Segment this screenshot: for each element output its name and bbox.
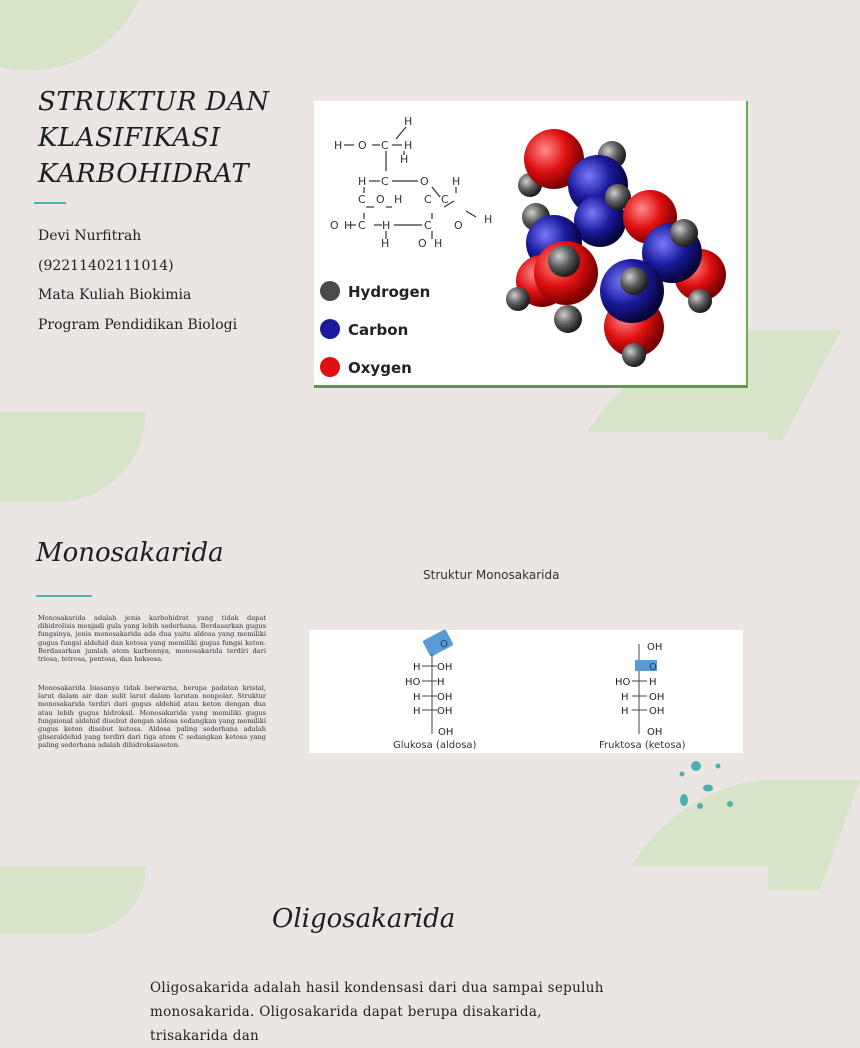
svg-text:C: C [381, 139, 389, 152]
svg-text:C: C [358, 219, 366, 232]
svg-text:OH: OH [437, 662, 453, 673]
svg-text:O: O [420, 175, 429, 188]
study-program: Program Pendidikan Biologi [38, 316, 238, 333]
svg-text:H: H [413, 692, 421, 703]
glucose-label: Glukosa (aldosa) [393, 740, 477, 751]
svg-text:H: H [344, 219, 353, 232]
glucose-molecule-figure [314, 101, 746, 385]
svg-text:C: C [424, 219, 432, 232]
monosakarida-title: Monosakarida [36, 538, 224, 568]
svg-text:H: H [334, 139, 343, 152]
monosaccharide-structures-image [309, 630, 743, 753]
hydrogen-legend-swatch [320, 281, 340, 301]
decor-dots [672, 758, 752, 818]
svg-text:H: H [452, 175, 461, 188]
svg-text:OH: OH [647, 727, 663, 738]
svg-text:OH: OH [437, 692, 453, 703]
svg-text:H: H [394, 193, 403, 206]
ball-model [506, 129, 726, 367]
svg-text:C: C [358, 193, 366, 206]
monosakarida-divider [36, 595, 92, 597]
decor-blob-top-left [0, 0, 150, 70]
svg-text:H: H [358, 175, 367, 188]
svg-text:H: H [621, 692, 629, 703]
fructose-projection [599, 642, 686, 751]
svg-text:OH: OH [647, 642, 663, 653]
svg-text:H: H [404, 115, 413, 128]
oxygen-legend-swatch [320, 357, 340, 377]
course-name: Mata Kuliah Biokimia [38, 287, 192, 303]
svg-text:O: O [358, 139, 367, 152]
monosakarida-paragraph-2: Monosakarida biasanya tidak berwarna, berupa padatan kristal, larut dalam air dan sulit larut dalam larutan nonpolar. Struktur monosakarida terdiri dari gugus aldehid atau keton dengan dua atau lebih gugus hidroksil. Monosakarida yang memiliki gugus fungsional aldehid disebut dengan aldosa sedangkan yang memiliki gugus keton disebut ketosa. Aldosa paling sederhana adalah gliseraldehid yang terdiri dari tiga atom C sedangkan ketosa yang paling sederhana adalah dihidroksiaseton. [38, 684, 266, 750]
svg-text:OH: OH [438, 727, 454, 738]
svg-text:H: H [484, 213, 493, 226]
title-divider [34, 202, 66, 204]
svg-text:OH: OH [649, 692, 665, 703]
slide-title [0, 0, 768, 432]
oligosakarida-title: Oligosakarida [272, 904, 456, 934]
svg-text:OH: OH [649, 706, 665, 717]
svg-text:O: O [440, 639, 448, 650]
svg-text:C: C [441, 193, 449, 206]
carbon-legend-swatch [320, 319, 340, 339]
oligosakarida-paragraph: Oligosakarida adalah hasil kondensasi dari dua sampai sepuluh monosakarida. Oligosakarida dapat berupa disakarida, trisakarida dan [150, 980, 604, 1044]
svg-text:H: H [437, 677, 445, 688]
main-title: STRUKTUR DAN KLASIFIKASI KARBOHIDRAT [38, 87, 270, 189]
oxygen-legend-label: Oxygen [348, 359, 412, 377]
structure-caption: Struktur Monosakarida [423, 568, 560, 582]
svg-text:OH: OH [437, 706, 453, 717]
monosakarida-paragraph-1: Monosakarida adalah jenis karbohidrat yang tidak dapat dihidrolisis menjadi gula yang lebih sederhana. Berdasarkan gugus fungsinya, jenis monosakarida ada dua yaitu aldosa yang memiliki gugus fungsi aldehid dan ketosa yang memiliki gugus fungsi keton. Berdasarkan jumlah atom karbonnya, monosakarida terdiri dari triosa, tetrosa, pentosa, dan heksosa. [38, 614, 266, 664]
svg-text:H: H [382, 219, 391, 232]
svg-text:H: H [413, 706, 421, 717]
student-id: (92211402111014) [38, 257, 174, 274]
structural-formula-atoms [330, 115, 492, 250]
hydrogen-legend-label: Hydrogen [348, 283, 431, 301]
svg-text:H: H [381, 237, 390, 250]
fischer-projections [309, 630, 743, 753]
svg-text:O: O [330, 219, 339, 232]
glucose-molecule-image [314, 101, 748, 388]
svg-text:HO: HO [615, 677, 631, 688]
svg-text:O: O [376, 193, 385, 206]
svg-text:O: O [649, 662, 657, 673]
svg-text:O: O [418, 237, 427, 250]
svg-text:H: H [649, 677, 657, 688]
svg-text:H: H [434, 237, 443, 250]
svg-text:H: H [400, 153, 409, 166]
author-name: Devi Nurfitrah [38, 228, 142, 244]
fructose-label: Fruktosa (ketosa) [599, 740, 686, 751]
svg-text:HO: HO [405, 677, 421, 688]
glucose-projection [393, 629, 477, 751]
svg-text:C: C [381, 175, 389, 188]
svg-text:H: H [413, 662, 421, 673]
svg-text:H: H [404, 139, 413, 152]
svg-text:C: C [424, 193, 432, 206]
svg-text:H: H [621, 706, 629, 717]
decor-blob-left-bottom [0, 866, 146, 934]
carbon-legend-label: Carbon [348, 321, 409, 339]
svg-text:O: O [454, 219, 463, 232]
author-info [38, 222, 237, 340]
slide-monosakarida [0, 432, 768, 866]
decor-blob-left [0, 412, 146, 502]
